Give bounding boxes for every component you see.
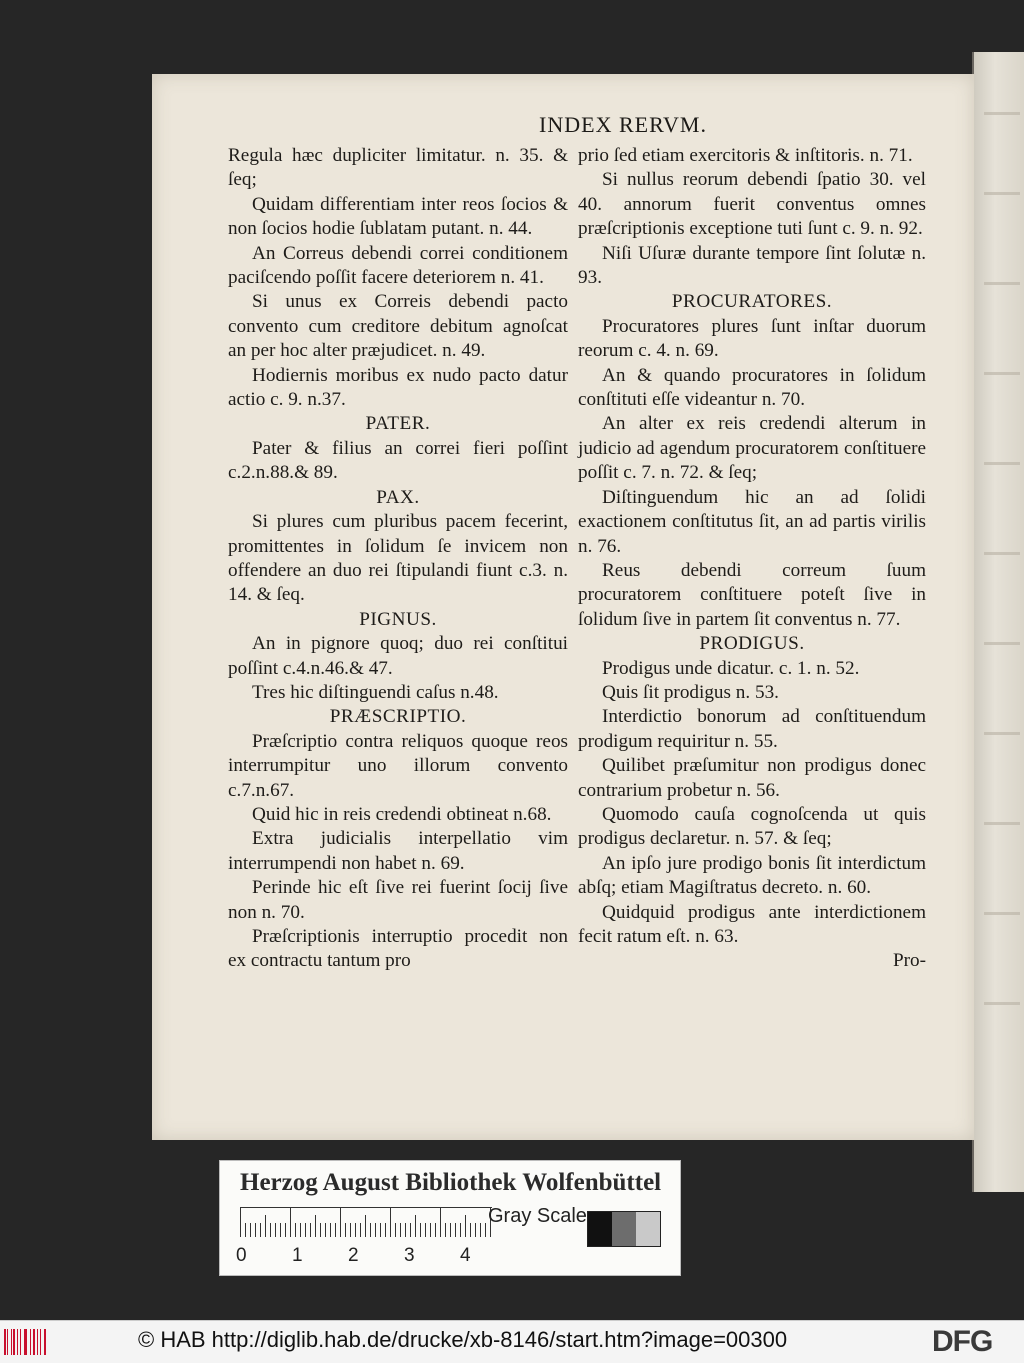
gray-swatch (636, 1212, 660, 1246)
ruler-scale (240, 1207, 492, 1237)
index-entry: Interdictio bonorum ad conſtituendum prodigum requiritur n. 55. (578, 706, 926, 752)
copyright-link[interactable]: © HAB http://diglib.hab.de/drucke/xb-8146/start.htm?image=00300 (138, 1327, 788, 1352)
index-entry: Quid hic in reis credendi obtineat n.68. (252, 803, 552, 825)
index-entry: Quis ſit prodigus n. 53. (602, 681, 779, 703)
index-entry: Perinde hic eſt ſive rei fuerint ſocij ſive non n. 70. (228, 877, 568, 923)
index-heading: PROCURATORES. (671, 291, 833, 313)
ruler-number: 1 (292, 1245, 303, 1266)
library-scale-plate (219, 1160, 681, 1276)
plate-title: Herzog August Bibliothek Wolfenbüttel (240, 1169, 662, 1196)
gray-scale-swatches (587, 1211, 661, 1247)
index-entry: An in pignore quoq; duo rei conſtitui poſſint c.4.n.46.& 47. (228, 633, 568, 679)
running-head: INDEX RERVM. (539, 112, 707, 137)
index-entry: Procuratores plures ſunt inſtar duorum reorum c. 4. n. 69. (578, 315, 926, 362)
ruler-number: 0 (236, 1245, 247, 1266)
index-heading: PRÆSCRIPTIO. (329, 706, 467, 728)
left-column (228, 144, 568, 974)
ruler-number: 3 (404, 1245, 415, 1266)
index-entry: Tres hic diſtinguendi caſus n.48. (252, 681, 499, 703)
ruler-number: 2 (348, 1245, 359, 1266)
gray-swatch (588, 1212, 612, 1246)
index-entry: An & quando procuratores in ſolidum conſtituti eſſe videantur n. 70. (578, 364, 926, 411)
index-entry: Prodigus unde dicatur. c. 1. n. 52. (602, 657, 860, 679)
index-heading: PRODIGUS. (699, 633, 805, 655)
index-entry: Diſtinguendum hic an ad ſolidi exactionem conſtitutus ſit, an ad partis virilis n. 76. (578, 486, 926, 557)
index-entry: Regula hæc dupliciter limitatur. n. 35. & ſeq; (228, 145, 568, 191)
index-entry: Quilibet præſumitur non prodigus donec contrarium probetur n. 56. (578, 755, 926, 801)
barcode-icon (4, 1329, 48, 1355)
gray-scale-label: Gray Scale (488, 1205, 587, 1227)
index-entry: Præſcriptio contra reliquos quoque reos interrumpitur uno illorum convento c.7.n.67. (228, 730, 568, 801)
index-heading: PAX. (376, 486, 420, 508)
index-entry: Quidam differentiam inter reos ſocios & non ſocios hodie ſublatam putant. n. 44. (228, 193, 568, 240)
index-heading: PIGNUS. (359, 608, 437, 630)
index-entry: Niſi Uſuræ durante tempore ſint ſolutæ n. 93. (578, 242, 926, 289)
book-page (152, 74, 974, 1140)
index-entry: Hodiernis moribus ex nudo pacto datur actio c. 9. n.37. (228, 364, 568, 411)
index-entry: An Correus debendi correi conditionem paciſcendo poſſit facere deteriorem n. 41. (228, 242, 568, 289)
catchword: Pro- (892, 950, 926, 972)
viewer-footer (0, 1320, 1024, 1363)
adjacent-page-edge (972, 52, 1024, 1192)
index-entry: An alter ex reis credendi alterum in judicio ad agendum procuratorem conſtituere poſſit c. 7. n. 72. & ſeq; (578, 413, 926, 484)
index-entry: Quomodo cauſa cognoſcenda ut quis prodigus declaretur. n. 57. & ſeq; (578, 803, 926, 850)
right-column (578, 144, 926, 974)
index-entry: Extra judicialis interpellatio vim interrumpendi non habet n. 69. (228, 828, 568, 874)
index-entry: Quidquid prodigus ante interdictionem fecit ratum eſt. n. 63. (578, 901, 926, 947)
index-entry: prio ſed etiam exercitoris & inſtitoris. n. 71. (578, 145, 913, 166)
index-entry: An ipſo jure prodigo bonis ſit interdictum abſq; etiam Magiſtratus decreto. n. 60. (578, 852, 926, 899)
index-entry: Si unus ex Correis debendi pacto convento cum creditore debitum agnoſcat an per hoc alter præjudicet. n. 49. (228, 291, 568, 362)
index-entry: Si plures cum pluribus pacem fecerint, promittentes in ſolidum ſe invicem non offendere an duo rei ſtipulandi fiunt c.3. n. 14. & ſeq. (228, 511, 568, 606)
index-entry: Pater & filius an correi fieri poſſint c.2.n.88.& 89. (228, 437, 568, 484)
index-entry: Si nullus reorum debendi ſpatio 30. vel 40. annorum fuerit conventus omnes præſcriptionis exceptione tuti ſunt c. 9. n. 92. (578, 169, 926, 240)
index-heading: PATER. (365, 413, 431, 435)
ruler-number: 4 (460, 1245, 471, 1266)
index-entry: Reus debendi correum ſuum procuratorem conſtituere poteſt ſive in ſolidum ſive in partem ſit conventus n. 77. (578, 559, 926, 630)
dfg-logo: DFG (932, 1325, 993, 1358)
gray-swatch (612, 1212, 636, 1246)
index-entry: Præſcriptionis interruptio procedit non ex contractu tantum pro (228, 926, 568, 972)
